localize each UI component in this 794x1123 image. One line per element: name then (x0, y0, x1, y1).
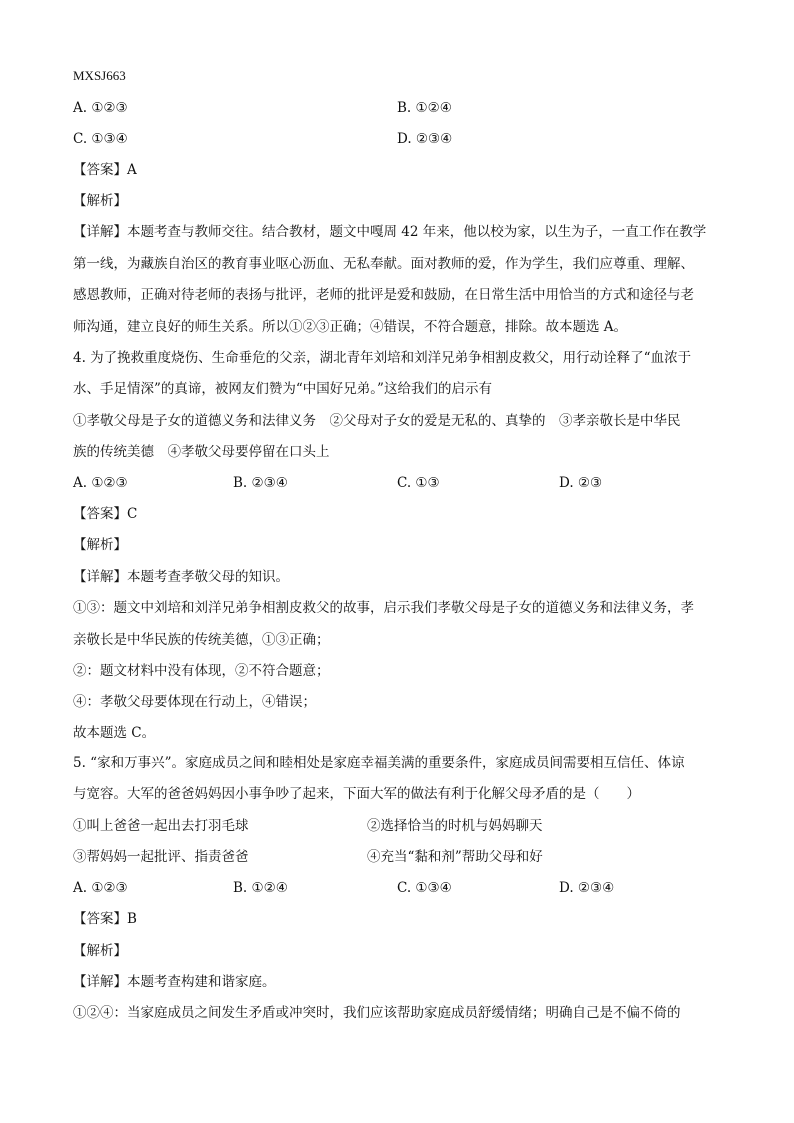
q3-option-a: A. ①②③ (73, 100, 128, 116)
q3-option-c: C. ①③④ (73, 131, 128, 147)
q4-items-line: 族的传统美德 ④孝敬父母要停留在口头上 (73, 444, 330, 460)
q5-item: ②选择恰当的时机与妈妈聊天 (367, 818, 543, 834)
q3-answer: 【答案】A (73, 162, 137, 178)
q4-option-a: A. ①②③ (73, 475, 128, 491)
q5-item: ①叫上爸爸一起出去打羽毛球 (73, 818, 249, 834)
q5-analysis-heading: 【解析】 (73, 943, 127, 959)
q3-detail-line: 【详解】本题考查与教师交往。结合教材，题文中嘎周 42 年来，他以校为家，以生为子，一直工作在教学 (73, 224, 707, 240)
q3-analysis-heading: 【解析】 (73, 193, 127, 209)
q4-items-line: ①孝敬父母是子女的道德义务和法律义务 ②父母对子女的爱是无私的、真挚的 ③孝亲敬长是中华民 (73, 413, 681, 429)
q4-detail-line: 亲敬长是中华民族的传统美德，①③正确； (73, 632, 330, 648)
q5-stem-line: 5. “家和万事兴”。家庭成员之间和睦相处是家庭幸福美满的重要条件，家庭成员间需要相互信任、体谅 (73, 755, 685, 771)
q5-option-d: D. ②③④ (559, 880, 615, 896)
q4-detail-line: 【详解】本题考查孝敬父母的知识。 (73, 569, 289, 585)
q4-stem-line: 水、手足情深”的真谛，被网友们赞为“中国好兄弟。”这给我们的启示有 (73, 381, 492, 397)
q3-option-d: D. ②③④ (397, 131, 453, 147)
q5-detail-line: ①②④：当家庭成员之间发生矛盾或冲突时，我们应该帮助家庭成员舒缓情绪；明确自己是不偏不倚的 (73, 1005, 681, 1021)
q5-option-c: C. ①③④ (397, 880, 452, 896)
q5-item: ④充当“黏和剂”帮助父母和好 (367, 849, 543, 865)
q5-stem-line: 与宽容。大军的爸爸妈妈因小事争吵了起来，下面大军的做法有利于化解父母矛盾的是（ ） (73, 786, 640, 802)
doc-code: MXSJ663 (73, 68, 126, 83)
q5-option-b: B. ①②④ (233, 880, 288, 896)
q4-detail-line: ④：孝敬父母要体现在行动上，④错误； (73, 694, 316, 710)
q4-stem-line: 4. 为了挽救重度烧伤、生命垂危的父亲，湖北青年刘培和刘洋兄弟争相割皮救父，用行动诠释了“血浓于 (73, 350, 692, 366)
q4-analysis-heading: 【解析】 (73, 537, 127, 553)
q4-option-b: B. ②③④ (233, 475, 288, 491)
q5-answer: 【答案】B (73, 911, 137, 927)
q4-detail-line: 故本题选 C。 (73, 725, 156, 741)
q4-detail-line: ①③：题文中刘培和刘洋兄弟争相割皮救父的故事，启示我们孝敬父母是子女的道德义务和法律义务，孝 (73, 600, 694, 616)
q3-detail-line: 第一线，为藏族自治区的教育事业呕心沥血、无私奉献。面对教师的爱，作为学生，我们应尊重、理解、 (73, 256, 694, 272)
q3-detail-line: 师沟通，建立良好的师生关系。所以①②③正确；④错误，不符合题意，排除。故本题选 A。 (73, 319, 628, 335)
q4-option-c: C. ①③ (397, 475, 440, 491)
q3-detail-line: 感恩教师，正确对待老师的表扬与批评，老师的批评是爱和鼓励，在日常生活中用恰当的方式和途径与老 (73, 287, 694, 303)
q4-detail-line: ②：题文材料中没有体现，②不符合题意； (73, 663, 330, 679)
q4-answer: 【答案】C (73, 506, 138, 522)
q3-option-b: B. ①②④ (397, 100, 452, 116)
q4-option-d: D. ②③ (559, 475, 603, 491)
q5-option-a: A. ①②③ (73, 880, 128, 896)
q5-item: ③帮妈妈一起批评、指责爸爸 (73, 849, 249, 865)
q5-detail-line: 【详解】本题考查构建和谐家庭。 (73, 974, 276, 990)
